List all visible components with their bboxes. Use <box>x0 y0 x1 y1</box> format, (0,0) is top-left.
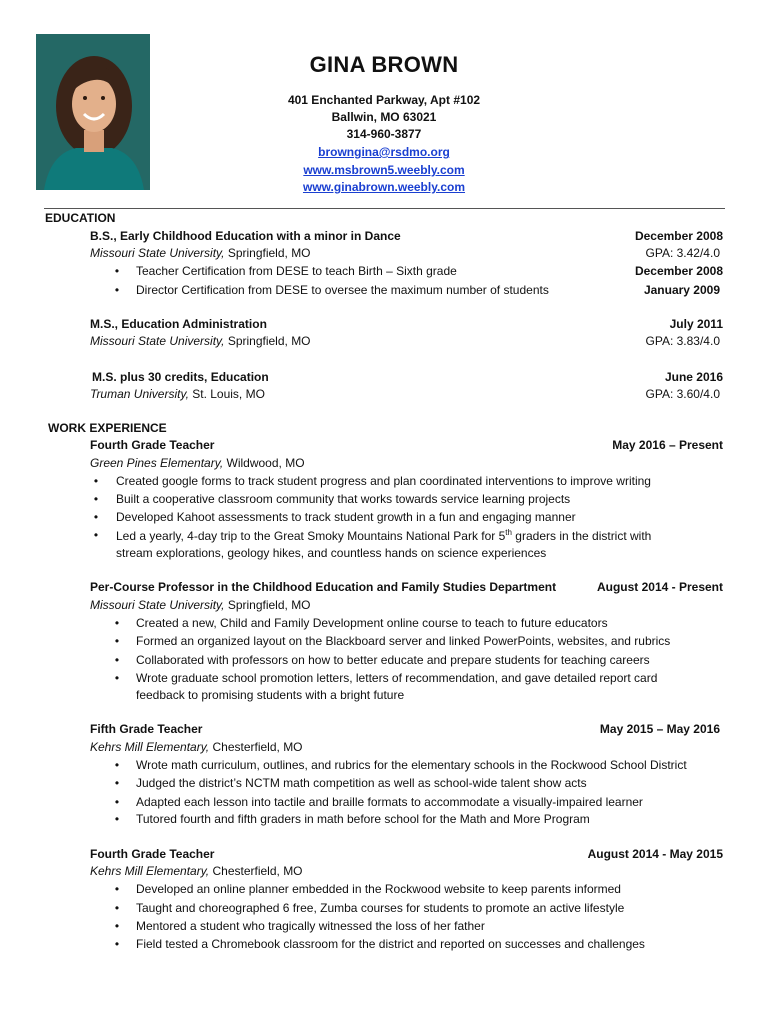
job-employer-line <box>90 741 303 753</box>
bullet: • <box>93 528 99 542</box>
phone-number: 314-960-3877 <box>346 127 422 141</box>
degree-title: B.S., Early Childhood Education with a minor in Dance <box>90 229 401 243</box>
header-divider <box>44 208 725 209</box>
bullet: • <box>114 776 120 790</box>
job-bullet-item: Judged the district’s NCTM math competition as well as school-wide talent show acts <box>136 776 587 790</box>
city-line: Ballwin, MO 63021 <box>331 110 437 124</box>
bullet: • <box>93 474 99 488</box>
school-name: Missouri State University, <box>90 246 225 260</box>
certification-item: Director Certification from DESE to oversee the maximum number of students <box>136 283 549 297</box>
job-bullet-item: Created a new, Child and Family Development online course to teach to future educators <box>136 616 608 630</box>
job-employer-line <box>90 599 311 611</box>
employer-name: Kehrs Mill Elementary, <box>90 740 210 754</box>
website-link-1[interactable]: www.msbrown5.weebly.com <box>303 163 465 177</box>
degree-date: December 2008 <box>634 229 723 243</box>
job-title: Fifth Grade Teacher <box>90 722 203 736</box>
job-bullet-item: Field tested a Chromebook classroom for the district and reported on successes and challenges <box>136 937 645 951</box>
job-title: Fourth Grade Teacher <box>90 438 215 452</box>
certification-date: January 2009 <box>643 283 720 297</box>
bullet: • <box>93 492 99 506</box>
education-heading: EDUCATION <box>45 211 116 225</box>
bullet: • <box>114 882 120 896</box>
job-bullet-item: Taught and choreographed 6 free, Zumba courses for students to promote an active lifestyle <box>136 901 625 915</box>
degree-gpa: GPA: 3.83/4.0 <box>645 334 720 348</box>
bullet: • <box>114 901 120 915</box>
bullet: • <box>114 653 120 667</box>
bullet: • <box>93 510 99 524</box>
degree-title: M.S., Education Administration <box>90 317 267 331</box>
job-bullet-item: Created google forms to track student progress and plan coordinated interventions to improve writing <box>116 474 651 488</box>
job-bullet-item: Adapted each lesson into tactile and braille formats to accommodate a visually-impaired learner <box>136 795 643 809</box>
degree-school-line <box>90 388 265 400</box>
job-bullet-continuation: stream explorations, geology hikes, and countless hands on science experiences <box>116 546 547 560</box>
job-bullet-item: Mentored a student who tragically witnessed the loss of her father <box>136 919 485 933</box>
bullet: • <box>114 795 120 809</box>
job-date: August 2014 - May 2015 <box>587 847 723 861</box>
degree-title: M.S. plus 30 credits, Education <box>92 370 269 384</box>
job-bullet-item: Wrote math curriculum, outlines, and rubrics for the elementary schools in the Rockwood School District <box>136 758 687 772</box>
school-location: Springfield, MO <box>224 334 311 348</box>
employer-name: Kehrs Mill Elementary, <box>90 864 210 878</box>
job-bullet-item: Built a cooperative classroom community that works towards service learning projects <box>116 492 571 506</box>
job-bullet-item: Formed an organized layout on the Blackboard server and linked PowerPoints, websites, and rubrics <box>136 634 671 648</box>
website-link-2[interactable]: www.ginabrown.weebly.com <box>302 180 466 194</box>
address-line: 401 Enchanted Parkway, Apt #102 <box>287 93 481 107</box>
email-link[interactable]: browngina@rsdmo.org <box>318 145 450 159</box>
degree-date: July 2011 <box>669 317 723 331</box>
job-title: Fourth Grade Teacher <box>90 847 215 861</box>
job-bullet-item: Wrote graduate school promotion letters, letters of recommendation, and gave detailed report card <box>136 671 658 685</box>
certification-date: December 2008 <box>634 264 723 278</box>
school-location: Springfield, MO <box>224 246 311 260</box>
degree-date: June 2016 <box>664 370 723 384</box>
job-date: May 2016 – Present <box>612 438 723 452</box>
bullet: • <box>114 264 120 278</box>
job-bullet-item: Collaborated with professors on how to better educate and prepare students for teaching careers <box>136 653 650 667</box>
employer-name: Green Pines Elementary, <box>90 456 224 470</box>
certification-item: Teacher Certification from DESE to teach Birth – Sixth grade <box>136 264 457 278</box>
job-bullet-continuation: feedback to promising students with a bright future <box>136 688 405 702</box>
job-bullet-item: Tutored fourth and fifth graders in math before school for the Math and More Program <box>136 812 590 826</box>
job-employer-line <box>90 457 305 469</box>
resume-name: GINA BROWN <box>309 52 459 77</box>
degree-school-line <box>90 335 311 347</box>
bullet: • <box>114 634 120 648</box>
job-employer-line <box>90 865 303 877</box>
bullet: • <box>114 283 120 297</box>
work-experience-heading: WORK EXPERIENCE <box>48 421 167 435</box>
bullet: • <box>114 758 120 772</box>
job-date: August 2014 - Present <box>596 580 723 594</box>
employer-name: Missouri State University, <box>90 598 225 612</box>
bullet-text: graders in the district with <box>511 529 652 543</box>
bullet: • <box>114 919 120 933</box>
bullet: • <box>114 616 120 630</box>
degree-gpa: GPA: 3.60/4.0 <box>645 387 720 401</box>
job-bullet-item: Developed Kahoot assessments to track student growth in a fun and engaging manner <box>116 510 576 524</box>
employer-location: Wildwood, MO <box>223 456 305 470</box>
school-name: Truman University, <box>90 387 189 401</box>
bullet-text: Led a yearly, 4-day trip to the Great Smoky Mountains National Park for 5 <box>116 529 506 543</box>
employer-location: Chesterfield, MO <box>209 864 303 878</box>
degree-school-line <box>90 247 311 259</box>
bullet: • <box>114 937 120 951</box>
employer-location: Chesterfield, MO <box>209 740 303 754</box>
employer-location: Springfield, MO <box>224 598 311 612</box>
school-location: St. Louis, MO <box>188 387 265 401</box>
superscript: th <box>505 528 512 537</box>
degree-gpa: GPA: 3.42/4.0 <box>645 246 720 260</box>
job-bullet-item <box>116 529 651 542</box>
bullet: • <box>114 671 120 685</box>
job-title: Per-Course Professor in the Childhood Education and Family Studies Department <box>90 580 557 594</box>
bullet: • <box>114 812 120 826</box>
job-bullet-item: Developed an online planner embedded in the Rockwood website to keep parents informed <box>136 882 621 896</box>
school-name: Missouri State University, <box>90 334 225 348</box>
job-date: May 2015 – May 2016 <box>599 722 720 736</box>
